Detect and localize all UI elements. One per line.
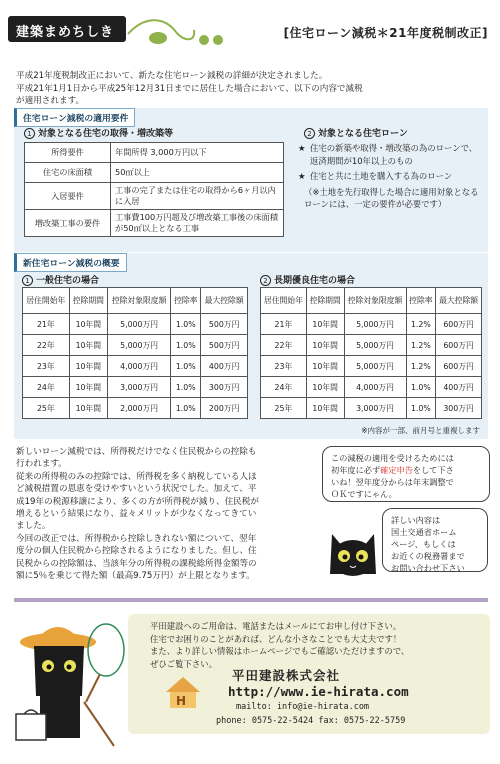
bubble-line: お問い合わせ下さい bbox=[391, 563, 465, 573]
issue-title: [住宅ローン減税＊21年度税制改正] bbox=[283, 26, 488, 40]
table-cell: 25年 bbox=[261, 398, 307, 419]
table1-heading bbox=[22, 273, 99, 286]
table-footnote: ※内容が一部、前月号と重複します bbox=[361, 426, 480, 435]
table-cell: 10年間 bbox=[69, 314, 107, 335]
list-item bbox=[298, 170, 484, 183]
table-row bbox=[25, 183, 284, 210]
req-label: 増改築工事の要件 bbox=[25, 210, 111, 237]
table-cell: 23年 bbox=[261, 356, 307, 377]
body-line: 成19年の税源移譲により、多くの方が所得税が減り、住民税が bbox=[16, 496, 259, 507]
column-header: 控除期間 bbox=[69, 288, 107, 314]
column-header: 控除期間 bbox=[306, 288, 344, 314]
body-line: ました。 bbox=[16, 521, 51, 532]
req-label: 住宅の床面積 bbox=[25, 163, 111, 183]
table-cell: 1.2% bbox=[406, 356, 436, 377]
table-cell: 1.0% bbox=[171, 335, 201, 356]
table-row bbox=[25, 163, 284, 183]
table-cell: 10年間 bbox=[69, 377, 107, 398]
table-cell: 10年間 bbox=[69, 335, 107, 356]
table-cell: 4,000万円 bbox=[344, 377, 406, 398]
column-header: 控除対象限度額 bbox=[344, 288, 406, 314]
table1-title: 一般住宅の場合 bbox=[36, 276, 100, 286]
website-link[interactable]: http://www.ie-hirata.com bbox=[228, 684, 409, 699]
star-icon: ★ bbox=[298, 143, 306, 153]
leaf-deco-icon bbox=[124, 12, 234, 50]
table-cell: 10年間 bbox=[306, 335, 344, 356]
intro-paragraph bbox=[16, 70, 486, 108]
table-row bbox=[25, 210, 284, 237]
circled-number-icon: 1 bbox=[22, 275, 33, 286]
cat-with-net-icon bbox=[10, 606, 130, 756]
info-bubble bbox=[382, 508, 488, 572]
table-cell: 600万円 bbox=[436, 335, 482, 356]
table-row bbox=[261, 314, 482, 335]
table-header-row bbox=[261, 288, 482, 314]
circled-number-icon: 2 bbox=[304, 128, 315, 139]
table-cell: 21年 bbox=[261, 314, 307, 335]
req-value: 工事の完了または住宅の取得から6ヶ月以内に入居 bbox=[111, 183, 284, 210]
bubble-text: 初年度に必ず bbox=[331, 465, 381, 475]
table-cell: 5,000万円 bbox=[108, 335, 171, 356]
table-cell: 1.2% bbox=[406, 314, 436, 335]
table-cell: 1.0% bbox=[171, 356, 201, 377]
table-row bbox=[23, 356, 248, 377]
longterm-housing-table bbox=[260, 287, 482, 419]
table-row bbox=[23, 314, 248, 335]
req-value: 50㎡以上 bbox=[111, 163, 284, 183]
table-cell: 10年間 bbox=[69, 398, 107, 419]
contact-message bbox=[150, 620, 484, 670]
body-paragraph bbox=[16, 446, 320, 582]
bubble-line: お近くの税務署まで bbox=[391, 551, 465, 561]
page-header bbox=[8, 6, 492, 54]
column-header: 居住開始年 bbox=[23, 288, 70, 314]
table-cell: 24年 bbox=[23, 377, 70, 398]
bubble-line: ページ、もしくは bbox=[391, 539, 456, 549]
column-header: 居住開始年 bbox=[261, 288, 307, 314]
table-cell: 21年 bbox=[23, 314, 70, 335]
table-cell: 10年間 bbox=[306, 356, 344, 377]
table-cell: 1.2% bbox=[406, 335, 436, 356]
table-cell: 10年間 bbox=[306, 398, 344, 419]
section2-heading bbox=[304, 126, 408, 139]
table-cell: 2,000万円 bbox=[108, 398, 171, 419]
table-row bbox=[23, 398, 248, 419]
brand-label: 建築まめちしき bbox=[8, 16, 126, 42]
table-header-row bbox=[23, 288, 248, 314]
table-row bbox=[261, 398, 482, 419]
table-cell: 1.0% bbox=[171, 314, 201, 335]
table-cell: 25年 bbox=[23, 398, 70, 419]
bubble-line: ＯＫですにゃん。 bbox=[331, 489, 397, 499]
table-cell: 22年 bbox=[261, 335, 307, 356]
bubble-text: をして下さ bbox=[412, 465, 454, 475]
intro-line: 平成21年度税制改正において、新たな住宅ローン減税の詳細が決定されました。 bbox=[16, 71, 328, 81]
column-header: 最大控除額 bbox=[436, 288, 482, 314]
intro-line: が適用されます。 bbox=[16, 96, 85, 106]
table-cell: 300万円 bbox=[201, 377, 248, 398]
circled-number-icon: 1 bbox=[24, 128, 35, 139]
house-logo-icon bbox=[164, 674, 202, 710]
table2-title: 長期優良住宅の場合 bbox=[274, 276, 356, 286]
table-row bbox=[261, 356, 482, 377]
table-cell: 3,000万円 bbox=[108, 377, 171, 398]
general-housing-table bbox=[22, 287, 248, 419]
table-cell: 1.0% bbox=[406, 398, 436, 419]
table-cell: 1.0% bbox=[171, 398, 201, 419]
body-line: ど減税措置の恩恵を受けやすいという状況でした。加えて、平 bbox=[16, 484, 257, 495]
requirements-tab: 住宅ローン減税の適用要件 bbox=[14, 108, 135, 127]
table-cell: 5,000万円 bbox=[344, 356, 406, 377]
section1-heading bbox=[24, 126, 173, 139]
table-cell: 10年間 bbox=[306, 377, 344, 398]
column-header: 最大控除額 bbox=[201, 288, 248, 314]
table-cell: 5,000万円 bbox=[344, 335, 406, 356]
loan-list bbox=[298, 142, 484, 211]
table-row bbox=[261, 377, 482, 398]
overview-tab: 新住宅ローン減税の概要 bbox=[14, 253, 127, 272]
tax-return-bubble bbox=[322, 446, 490, 502]
body-line: 額に5％を乗じて得た額（最高9.75万円）が上限となります。 bbox=[16, 571, 255, 582]
table-cell: 300万円 bbox=[436, 398, 482, 419]
table-cell: 400万円 bbox=[436, 377, 482, 398]
body-line: 新しいローン減税では、所得税だけでなく住民税からの控除も bbox=[16, 447, 257, 457]
table-row bbox=[23, 377, 248, 398]
loan-note: （※土地を先行取得した場合に適用対象となるローンには、一定の要件が必要です） bbox=[304, 186, 479, 209]
bubble-line: 詳しい内容は bbox=[391, 515, 441, 525]
star-icon: ★ bbox=[298, 171, 306, 181]
table2-heading bbox=[260, 273, 355, 286]
svg-text:H: H bbox=[176, 694, 187, 708]
bubble-line: 国土交通省ホーム bbox=[391, 527, 457, 537]
contact-line: ぜひご覧下さい。 bbox=[150, 658, 217, 669]
table-cell: 23年 bbox=[23, 356, 70, 377]
body-line: 増えるという結果になり、益々メリットが少なくなってきてい bbox=[16, 509, 257, 520]
list-item bbox=[298, 142, 484, 167]
intro-line: 平成21年1月1日から平成25年12月31日までに居住した場合において、以下の内容で減税 bbox=[16, 83, 363, 94]
body-line: 従来の所得税のみの控除では、所得税を多く納税している人ほ bbox=[16, 471, 257, 482]
bubble-line bbox=[331, 464, 481, 476]
table-cell: 200万円 bbox=[201, 398, 248, 419]
req-label: 所得要件 bbox=[25, 143, 111, 163]
bubble-line: この減税の適用を受けるためには bbox=[331, 453, 454, 463]
company-name: 平田建設株式会社 bbox=[232, 668, 341, 683]
section2-title: 対象となる住宅ローン bbox=[318, 129, 408, 139]
table-cell: 24年 bbox=[261, 377, 307, 398]
loan-item-text: 住宅の新築や取得・増改築の為のローンで、返済期間が10年以上のもの bbox=[310, 143, 478, 166]
table-cell: 500万円 bbox=[201, 314, 248, 335]
requirements-table bbox=[24, 142, 284, 237]
req-label: 入居要件 bbox=[25, 183, 111, 210]
circled-number-icon: 2 bbox=[260, 275, 271, 286]
contact-line: また、より詳しい情報はホームページでもご確認いただけますので、 bbox=[150, 646, 410, 657]
loan-item-text: 住宅と共に土地を購入する為のローン bbox=[310, 171, 453, 181]
email-link[interactable]: mailto: info@ie-hirata.com bbox=[236, 702, 370, 712]
column-header: 控除率 bbox=[171, 288, 201, 314]
table-cell: 4,000万円 bbox=[108, 356, 171, 377]
table-cell: 400万円 bbox=[201, 356, 248, 377]
column-header: 控除対象限度額 bbox=[108, 288, 171, 314]
black-cat-icon bbox=[324, 520, 382, 580]
requirements-panel bbox=[14, 108, 488, 252]
bubble-line: いね！翌年度分からは年末調整で bbox=[331, 477, 454, 487]
section-divider bbox=[14, 598, 488, 602]
table-row bbox=[23, 335, 248, 356]
body-line: 行われます。 bbox=[16, 459, 67, 470]
table-cell: 1.0% bbox=[171, 377, 201, 398]
table-cell: 600万円 bbox=[436, 314, 482, 335]
table-row bbox=[25, 143, 284, 163]
contact-line: 住宅でお困りのことがあれば、どんな小さなことでも大丈夫です！ bbox=[150, 633, 402, 644]
contact-box bbox=[128, 614, 490, 734]
contact-line: 平田建設へのご用命は、電話またはメールにてお申し付け下さい。 bbox=[150, 621, 402, 631]
table-cell: 3,000万円 bbox=[344, 398, 406, 419]
req-value: 工事費100万円超及び増改築工事後の床面積が50㎡以上となる工事 bbox=[111, 210, 284, 237]
req-value: 年間所得 3,000万円以下 bbox=[111, 143, 284, 163]
table-cell: 5,000万円 bbox=[344, 314, 406, 335]
table-cell: 10年間 bbox=[306, 314, 344, 335]
phone-fax: phone: 0575-22-5424 fax: 0575-22-5759 bbox=[216, 716, 406, 726]
table-cell: 1.0% bbox=[406, 377, 436, 398]
column-header: 控除率 bbox=[406, 288, 436, 314]
body-line: 今回の改正では、所得税から控除しきれない額について、翌年 bbox=[16, 533, 257, 544]
section1-title: 対象となる住宅の取得・増改築等 bbox=[38, 129, 174, 139]
table-cell: 5,000万円 bbox=[108, 314, 171, 335]
table-cell: 500万円 bbox=[201, 335, 248, 356]
body-line: 度分の個人住民税から控除されるようになりました。但し、住 bbox=[16, 546, 257, 557]
table-cell: 10年間 bbox=[69, 356, 107, 377]
table-cell: 22年 bbox=[23, 335, 70, 356]
table-row bbox=[261, 335, 482, 356]
body-line: 民税からの控除額は、当該年分の所得税の課税総所得金額等の bbox=[16, 558, 257, 569]
table-cell: 600万円 bbox=[436, 356, 482, 377]
overview-panel bbox=[14, 253, 488, 439]
highlight-text: 確定申告 bbox=[380, 465, 413, 475]
